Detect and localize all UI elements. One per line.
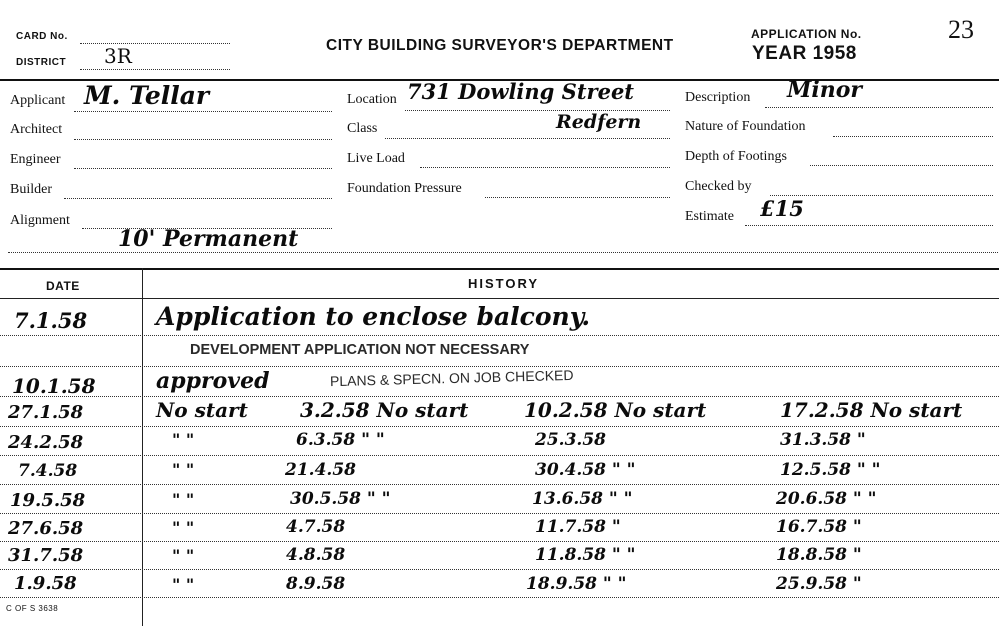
history-row-entry: 6.3.58 " "	[296, 430, 385, 450]
engineer-line	[74, 168, 332, 169]
card-no-line	[80, 43, 230, 44]
history-row-entry: 4.7.58	[286, 517, 346, 537]
card-no-label: CARD No.	[16, 31, 68, 42]
live-load-line	[420, 167, 670, 168]
history-row-entry: " "	[172, 430, 195, 449]
history-row-date: 27.1.58	[8, 402, 84, 423]
history-row-entry: " "	[172, 460, 195, 479]
row-line	[0, 513, 999, 514]
row-line	[0, 597, 999, 598]
date-header: DATE	[46, 279, 80, 293]
history-row-date: 19.5.58	[10, 490, 86, 511]
history-row-entry: 8.9.58	[286, 574, 346, 594]
foundation-pressure-line	[485, 197, 670, 198]
history-row-entry: 20.6.58 " "	[776, 489, 877, 509]
history-row-entry: 31.3.58 "	[780, 430, 866, 450]
history-row-entry: " "	[172, 575, 195, 594]
description-label: Description	[685, 90, 751, 105]
checked-by-label: Checked by	[685, 179, 752, 194]
history-row-entry: approved	[156, 368, 270, 394]
estimate-line	[745, 225, 993, 226]
alignment-line-2	[8, 252, 998, 253]
depth-of-footings-label: Depth of Footings	[685, 149, 787, 164]
history-row-entry: " "	[172, 490, 195, 509]
row-line	[0, 484, 999, 485]
history-row-date: 31.7.58	[8, 545, 84, 566]
history-top-rule	[0, 268, 999, 270]
row-line	[0, 426, 999, 427]
builder-line	[64, 198, 332, 199]
class-line	[385, 138, 670, 139]
location-value-2: Redfern	[556, 111, 642, 133]
history-row-entry: Application to enclose balcony.	[156, 302, 591, 331]
builder-label: Builder	[10, 182, 52, 197]
engineer-label: Engineer	[10, 152, 61, 167]
row-line	[0, 396, 999, 397]
row-line	[0, 541, 999, 542]
nature-of-foundation-label: Nature of Foundation	[685, 119, 806, 134]
nature-line	[833, 136, 993, 137]
row-line	[0, 335, 999, 336]
history-row-entry: 3.2.58 No start	[300, 398, 469, 422]
class-label: Class	[347, 121, 378, 136]
estimate-label: Estimate	[685, 209, 734, 224]
applicant-label: Applicant	[10, 93, 66, 108]
application-no-label: APPLICATION No.	[751, 27, 862, 41]
history-row-date: 1.9.58	[14, 573, 77, 594]
row-line	[0, 366, 999, 367]
history-row-entry: 30.4.58 " "	[535, 460, 636, 480]
history-header-rule	[0, 298, 999, 299]
applicant-value: M. Tellar	[84, 81, 210, 110]
foundation-pressure-label: Foundation Pressure	[347, 181, 462, 196]
development-stamp: DEVELOPMENT APPLICATION NOT NECESSARY	[190, 342, 530, 358]
history-row-date: 24.2.58	[8, 432, 84, 453]
district-label: DISTRICT	[16, 57, 67, 68]
history-row-date: 7.1.58	[14, 308, 88, 333]
history-header: HISTORY	[468, 276, 540, 291]
district-line	[80, 69, 230, 70]
history-row-date: 7.4.58	[18, 461, 78, 481]
history-row-entry: 12.5.58 " "	[780, 460, 881, 480]
history-row-entry: 13.6.58 " "	[532, 489, 633, 509]
date-column-divider	[142, 268, 143, 626]
history-row-entry: 25.3.58	[535, 430, 606, 450]
district-value: 3R	[104, 44, 132, 68]
estimate-value: £15	[760, 196, 804, 221]
history-row-entry: 18.8.58 "	[776, 545, 862, 565]
form-code: C OF S 3638	[6, 604, 59, 613]
history-row-entry: 11.7.58 "	[535, 517, 621, 537]
history-row-entry: 18.9.58 " "	[526, 574, 627, 594]
history-row-entry: 10.2.58 No start	[524, 398, 707, 422]
application-number: 23	[948, 15, 974, 44]
history-row-entry: 25.9.58 "	[776, 574, 862, 594]
history-row-entry: 30.5.58 " "	[290, 489, 391, 509]
architect-label: Architect	[10, 122, 63, 137]
location-label: Location	[347, 92, 397, 107]
alignment-value: 10' Permanent	[118, 226, 299, 252]
history-row-entry: 4.8.58	[286, 545, 346, 565]
alignment-label: Alignment	[10, 213, 70, 228]
row-line	[0, 569, 999, 570]
location-value: 731 Dowling Street	[407, 79, 635, 104]
live-load-label: Live Load	[347, 151, 405, 166]
applicant-line	[74, 111, 332, 112]
plans-checked-stamp: PLANS & SPECN. ON JOB CHECKED	[329, 366, 574, 390]
department-title: CITY BUILDING SURVEYOR'S DEPARTMENT	[326, 37, 674, 54]
architect-line	[74, 139, 332, 140]
history-row-entry: 21.4.58	[285, 460, 356, 480]
history-row-entry: 16.7.58 "	[776, 517, 862, 537]
description-line	[765, 107, 993, 108]
description-value: Minor	[787, 77, 862, 103]
history-row-entry: 11.8.58 " "	[535, 545, 636, 565]
year-label: YEAR 1958	[752, 43, 857, 64]
history-row-entry: No start	[156, 398, 248, 422]
history-row-date: 27.6.58	[8, 518, 84, 539]
history-row-date: 10.1.58	[12, 374, 96, 398]
row-line	[0, 455, 999, 456]
history-row-entry: " "	[172, 518, 195, 537]
depth-line	[810, 165, 993, 166]
history-row-entry: 17.2.58 No start	[780, 398, 963, 422]
history-row-entry: " "	[172, 546, 195, 565]
